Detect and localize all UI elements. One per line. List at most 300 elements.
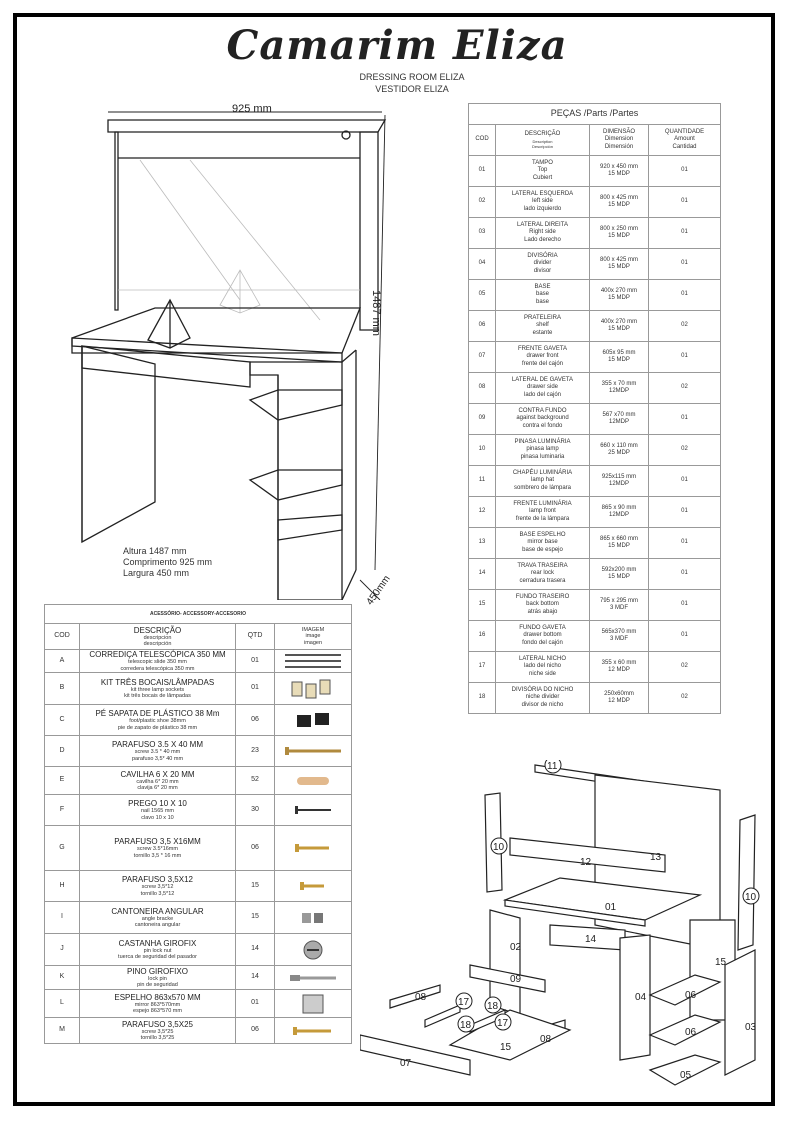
exploded-part-label: 10 bbox=[493, 842, 505, 853]
parts-header-desc-pt: DESCRIÇÃO bbox=[524, 131, 561, 138]
accessory-image bbox=[275, 673, 352, 705]
accessory-cod: A bbox=[45, 650, 80, 673]
part-dim-size: 605x 95 mm bbox=[602, 349, 636, 356]
accessory-desc-pt: PARAFUSO 3.5 X 40 MM bbox=[112, 740, 203, 749]
accessory-desc-pt: PÉ SAPATA DE PLÁSTICO 38 Mm bbox=[95, 709, 220, 718]
part-desc bbox=[496, 683, 590, 714]
accessory-image bbox=[275, 705, 352, 736]
accessory-desc-es: espejo 863*570 mm bbox=[133, 1008, 182, 1014]
accessory-row bbox=[45, 705, 352, 736]
part-dim-material: 12 MDP bbox=[608, 698, 630, 704]
part-dim bbox=[590, 621, 649, 652]
part-desc-en: drawer front bbox=[526, 353, 559, 360]
accessory-image bbox=[275, 871, 352, 902]
part-desc-pt: PINASA LUMINÁRIA bbox=[514, 438, 571, 445]
accessory-desc-es: pie de zapato de plástico 38 mm bbox=[117, 724, 198, 731]
part-dim-size: 920 x 450 mm bbox=[599, 163, 639, 170]
part-desc bbox=[496, 156, 590, 187]
accessory-desc bbox=[80, 650, 236, 673]
parts-header-dim-en: Dimension bbox=[604, 136, 634, 143]
part-desc-es: base de espejo bbox=[522, 546, 563, 553]
exploded-part-label: 17 bbox=[497, 1018, 509, 1029]
exploded-part-label: 04 bbox=[635, 992, 647, 1003]
part-dim-material: 12MDP bbox=[608, 512, 629, 518]
part-desc bbox=[496, 311, 590, 342]
part-cod: 16 bbox=[469, 621, 496, 652]
part-desc bbox=[496, 528, 590, 559]
summary-width: Largura 450 mm bbox=[123, 568, 190, 578]
parts-row bbox=[469, 373, 721, 404]
accessory-desc-en: kit three lamp sockets bbox=[130, 686, 185, 693]
part-dim bbox=[590, 218, 649, 249]
part-dim-material: 15 MDP bbox=[608, 171, 630, 177]
accessory-desc bbox=[80, 673, 236, 705]
part-cod: 07 bbox=[469, 342, 496, 373]
part-dim-size: 567 x70 mm bbox=[602, 411, 636, 418]
accessory-desc-es: tuerca de seguridad del pasador bbox=[118, 954, 197, 960]
part-desc-pt: CHAPÉU LUMINÁRIA bbox=[512, 469, 573, 476]
parts-row bbox=[469, 435, 721, 466]
part-dim-size: 795 x 295 mm bbox=[599, 597, 639, 604]
accessory-desc-es: tornillo 3,5 * 16 mm bbox=[133, 852, 182, 859]
part-qty: 01 bbox=[649, 559, 721, 590]
dimensions-summary bbox=[123, 546, 212, 579]
accessory-desc-es: clavo 10 x 10 bbox=[141, 814, 174, 821]
part-desc-en: divider bbox=[533, 260, 552, 267]
part-dim-material: 12MDP bbox=[608, 481, 629, 487]
accessory-desc-es: kit três bocais de lâmpadas bbox=[124, 693, 191, 699]
part-cod: 09 bbox=[469, 404, 496, 435]
exploded-part-label: 09 bbox=[510, 974, 522, 985]
parts-row bbox=[469, 559, 721, 590]
accessory-desc-es: tornillo 3,5*25 bbox=[140, 1035, 175, 1041]
part-cod: 14 bbox=[469, 559, 496, 590]
accessory-row bbox=[45, 673, 352, 705]
acc-header-img-en: image bbox=[305, 633, 321, 640]
parts-row bbox=[469, 156, 721, 187]
accessory-desc-pt: PREGO 10 X 10 bbox=[128, 799, 187, 808]
exploded-part-label: 02 bbox=[510, 942, 522, 953]
part-qty: 01 bbox=[649, 156, 721, 187]
part-desc-en: drawer side bbox=[526, 384, 558, 391]
accessory-qty: 06 bbox=[236, 705, 275, 736]
parts-row bbox=[469, 187, 721, 218]
part-dim bbox=[590, 652, 649, 683]
part-desc-pt: FRENTE LUMINÁRIA bbox=[513, 500, 572, 507]
parts-header-qty-pt: QUANTIDADE bbox=[664, 128, 705, 135]
accessory-qty: 06 bbox=[236, 1018, 275, 1044]
parts-row bbox=[469, 249, 721, 280]
part-qty: 01 bbox=[649, 621, 721, 652]
parts-table-caption: PEÇAS /Parts /Partes bbox=[469, 104, 721, 125]
part-dim bbox=[590, 683, 649, 714]
part-dim-size: 565x370 mm bbox=[601, 628, 637, 635]
part-desc bbox=[496, 187, 590, 218]
accessory-image bbox=[275, 902, 352, 934]
parts-header-desc bbox=[496, 125, 590, 156]
part-desc-en: back bottom bbox=[526, 601, 559, 608]
accessory-qty: 52 bbox=[236, 767, 275, 795]
exploded-view-drawing bbox=[360, 760, 770, 1100]
part-qty: 02 bbox=[649, 373, 721, 404]
part-qty: 02 bbox=[649, 652, 721, 683]
accessory-cod: E bbox=[45, 767, 80, 795]
angle-bracket-icon bbox=[275, 909, 351, 927]
part-dim-size: 925x115 mm bbox=[601, 473, 637, 480]
part-dim-material: 15 MDP bbox=[608, 357, 630, 363]
exploded-part-label: 05 bbox=[680, 1070, 692, 1081]
part-dim bbox=[590, 590, 649, 621]
part-dim-material: 15 MDP bbox=[608, 543, 630, 549]
width-dimension: 925 mm bbox=[232, 103, 272, 115]
part-dim bbox=[590, 373, 649, 404]
cam-lock-nut-icon bbox=[275, 939, 351, 961]
accessory-desc bbox=[80, 767, 236, 795]
part-dim bbox=[590, 435, 649, 466]
part-dim bbox=[590, 404, 649, 435]
part-cod: 18 bbox=[469, 683, 496, 714]
page-title: Camarim Eliza bbox=[226, 22, 568, 69]
part-desc-en: mirror base bbox=[527, 539, 558, 546]
part-desc-en: against background bbox=[516, 415, 569, 422]
part-dim-size: 800 x 425 mm bbox=[599, 194, 639, 201]
parts-header-desc-en: Description bbox=[532, 138, 553, 144]
part-desc-es: estante bbox=[532, 329, 553, 336]
accessory-image bbox=[275, 1018, 352, 1044]
dowel-icon bbox=[275, 774, 351, 788]
accessory-row bbox=[45, 934, 352, 966]
part-desc-es: contra el fondo bbox=[522, 422, 563, 429]
part-dim-size: 865 x 660 mm bbox=[599, 535, 639, 542]
accessory-qty: 23 bbox=[236, 736, 275, 767]
part-qty: 01 bbox=[649, 187, 721, 218]
exploded-part-label: 10 bbox=[745, 892, 757, 903]
medium-screw-icon bbox=[275, 841, 351, 855]
part-dim-material: 12MDP bbox=[608, 419, 629, 425]
part-dim bbox=[590, 528, 649, 559]
part-desc-es: divisor bbox=[533, 267, 552, 274]
accessory-cod: H bbox=[45, 871, 80, 902]
part-cod: 06 bbox=[469, 311, 496, 342]
accessory-desc bbox=[80, 705, 236, 736]
accessory-row bbox=[45, 736, 352, 767]
accessories-table bbox=[44, 604, 352, 1044]
part-desc bbox=[496, 373, 590, 404]
part-desc-pt: PRATELEIRA bbox=[524, 314, 561, 321]
part-desc bbox=[496, 466, 590, 497]
part-dim-material: 3 MDF bbox=[610, 605, 628, 611]
telescopic-slide-icon bbox=[275, 651, 351, 671]
lamp-sockets-icon bbox=[275, 678, 351, 700]
part-qty: 01 bbox=[649, 590, 721, 621]
part-dim-size: 592x200 mm bbox=[601, 566, 637, 573]
subtitle-es: VESTIDOR ELIZA bbox=[375, 84, 449, 94]
nail-icon bbox=[275, 804, 351, 816]
part-desc-es: cerradura trasera bbox=[519, 577, 566, 584]
part-desc-pt: TRAVA TRASEIRA bbox=[517, 562, 568, 569]
acc-header-desc bbox=[80, 624, 236, 650]
accessory-desc-pt: PINO GIROFIXO bbox=[127, 966, 188, 976]
parts-header-dim-es: Dimensión bbox=[604, 143, 634, 150]
mirror-icon bbox=[275, 993, 351, 1015]
parts-header-dim-pt: DIMENSÃO bbox=[602, 128, 635, 135]
accessory-desc-pt: ESPELHO 863x570 MM bbox=[114, 992, 201, 1002]
accessory-desc-en: mirror 863*570mm bbox=[134, 1001, 181, 1008]
part-cod: 10 bbox=[469, 435, 496, 466]
part-desc-es: lado izquierdo bbox=[523, 205, 562, 212]
part-dim-material: 3 MDF bbox=[610, 636, 628, 642]
part-dim-size: 865 x 90 mm bbox=[601, 504, 637, 511]
accessory-desc-en: telescopic slide 350 mm bbox=[128, 659, 187, 665]
accessory-desc-en: angle bracke bbox=[141, 915, 174, 922]
parts-row bbox=[469, 342, 721, 373]
screw-25-icon bbox=[275, 1024, 351, 1038]
accessory-cod: I bbox=[45, 902, 80, 934]
part-desc-es: atrás abajo bbox=[527, 608, 558, 615]
part-qty: 01 bbox=[649, 404, 721, 435]
accessory-row bbox=[45, 990, 352, 1018]
part-desc bbox=[496, 249, 590, 280]
parts-header-qty-es: Cantidad bbox=[672, 143, 697, 150]
accessory-qty: 01 bbox=[236, 650, 275, 673]
acc-header-img-pt: IMAGEM bbox=[301, 626, 325, 633]
accessories-caption: ACESSÓRIO- ACCESSORY-ACCESORIO bbox=[45, 605, 352, 624]
accessory-desc bbox=[80, 736, 236, 767]
acc-header-qty: QTD bbox=[236, 624, 275, 650]
part-cod: 01 bbox=[469, 156, 496, 187]
parts-table-body bbox=[469, 156, 721, 714]
part-dim-size: 800 x 425 mm bbox=[599, 256, 639, 263]
part-desc-pt: BASE ESPELHO bbox=[519, 531, 566, 538]
acc-header-img-es: imagen bbox=[303, 639, 323, 646]
accessory-image bbox=[275, 934, 352, 966]
parts-row bbox=[469, 621, 721, 652]
depth-dimension: 450mm bbox=[364, 573, 393, 608]
part-desc-pt: LATERAL DE GAVETA bbox=[511, 376, 574, 383]
part-qty: 01 bbox=[649, 218, 721, 249]
accessory-desc-en: cavilha 6* 20 mm bbox=[136, 778, 179, 785]
part-desc-en: drawer bottom bbox=[523, 632, 562, 639]
parts-header-desc-es: Descripción bbox=[532, 143, 553, 149]
accessory-cod: M bbox=[45, 1018, 80, 1044]
accessory-qty: 15 bbox=[236, 902, 275, 934]
subtitle-en: DRESSING ROOM ELIZA bbox=[359, 72, 465, 82]
summary-length: Comprimento 925 mm bbox=[123, 557, 213, 567]
accessory-row bbox=[45, 795, 352, 826]
accessory-row bbox=[45, 767, 352, 795]
exploded-part-label: 06 bbox=[685, 990, 697, 1001]
summary-height: Altura 1487 mm bbox=[123, 546, 187, 556]
acc-header-desc-pt: DESCRIÇÃO bbox=[133, 625, 182, 635]
part-desc-pt: LATERAL NICHO bbox=[518, 655, 566, 662]
exploded-part-label: 03 bbox=[745, 1022, 757, 1033]
parts-row bbox=[469, 311, 721, 342]
parts-row bbox=[469, 466, 721, 497]
accessory-cod: J bbox=[45, 934, 80, 966]
part-desc bbox=[496, 559, 590, 590]
part-qty: 01 bbox=[649, 528, 721, 559]
accessory-cod: F bbox=[45, 795, 80, 826]
part-desc-en: lamp front bbox=[529, 508, 556, 515]
accessory-desc-pt: CORREDIÇA TELESCÓPICA 350 MM bbox=[89, 650, 226, 659]
accessory-desc-pt: PARAFUSO 3,5X12 bbox=[122, 875, 193, 884]
part-dim-material: 25 MDP bbox=[608, 450, 630, 456]
parts-row bbox=[469, 528, 721, 559]
parts-header-cod: COD bbox=[469, 125, 496, 156]
part-desc-pt: BASE bbox=[534, 283, 551, 290]
part-desc-pt: DIVISÓRIA bbox=[527, 252, 558, 259]
accessory-desc-es: pin de seguridad bbox=[137, 982, 178, 988]
part-desc-en: lado del nicho bbox=[523, 663, 562, 670]
parts-row bbox=[469, 218, 721, 249]
accessory-desc bbox=[80, 966, 236, 990]
exploded-part-label: 15 bbox=[715, 957, 727, 968]
accessory-row bbox=[45, 650, 352, 673]
accessory-desc-pt: CAVILHA 6 X 20 MM bbox=[120, 769, 195, 779]
part-dim bbox=[590, 342, 649, 373]
parts-row bbox=[469, 683, 721, 714]
part-desc-pt: CONTRA FUNDO bbox=[518, 407, 567, 414]
accessory-cod: D bbox=[45, 736, 80, 767]
part-dim-material: 15 MDP bbox=[608, 233, 630, 239]
part-dim-size: 400x 270 mm bbox=[600, 318, 638, 325]
part-desc-es: Cubiert bbox=[532, 174, 553, 181]
part-qty: 01 bbox=[649, 497, 721, 528]
part-desc-es: pinasa luminaria bbox=[520, 453, 565, 460]
exploded-part-label: 14 bbox=[585, 934, 597, 945]
part-desc-en: base bbox=[535, 291, 549, 298]
part-desc bbox=[496, 342, 590, 373]
part-desc-en: niche divider bbox=[525, 694, 560, 701]
parts-row bbox=[469, 280, 721, 311]
exploded-part-label: 06 bbox=[685, 1027, 697, 1038]
part-cod: 08 bbox=[469, 373, 496, 404]
part-desc-es: niche side bbox=[528, 670, 557, 677]
accessory-desc bbox=[80, 871, 236, 902]
part-qty: 02 bbox=[649, 311, 721, 342]
parts-header-dim bbox=[590, 125, 649, 156]
part-desc-en: rear lock bbox=[530, 570, 554, 577]
accessory-desc-en: screw 3,5*25 bbox=[141, 1028, 174, 1035]
part-dim-material: 15 MDP bbox=[608, 326, 630, 332]
parts-header-qty-en: Amount bbox=[674, 136, 695, 143]
part-qty: 01 bbox=[649, 466, 721, 497]
accessory-qty: 30 bbox=[236, 795, 275, 826]
acc-header-img bbox=[275, 624, 352, 650]
part-desc-en: pinasa lamp bbox=[526, 446, 559, 453]
accessory-desc-pt: CANTONEIRA ANGULAR bbox=[111, 906, 204, 916]
part-dim-size: 800 x 250 mm bbox=[599, 225, 639, 232]
accessory-desc-en: lock pin bbox=[148, 975, 167, 982]
accessory-qty: 01 bbox=[236, 990, 275, 1018]
part-dim-size: 250x60mm bbox=[604, 690, 634, 697]
part-desc-pt: LATERAL ESQUERDA bbox=[511, 190, 574, 197]
part-desc-es: divisor de nicho bbox=[521, 701, 564, 708]
accessory-desc-es: corredera telescópica 350 mm bbox=[120, 665, 195, 672]
part-desc bbox=[496, 404, 590, 435]
accessory-desc bbox=[80, 990, 236, 1018]
parts-row bbox=[469, 497, 721, 528]
short-screw-icon bbox=[275, 879, 351, 893]
accessory-desc bbox=[80, 902, 236, 934]
accessory-desc-en: screw 3,5*12 bbox=[141, 884, 174, 890]
part-desc-es: base bbox=[535, 298, 549, 305]
height-dimension: 1487 mm bbox=[370, 290, 382, 336]
exploded-part-label: 17 bbox=[458, 997, 470, 1008]
accessory-desc bbox=[80, 1018, 236, 1044]
part-desc-es: frente de la lámpara bbox=[515, 515, 570, 522]
lock-pin-icon bbox=[275, 971, 351, 985]
part-desc-en: lamp hat bbox=[530, 477, 554, 484]
part-desc-es: fondo del cajón bbox=[522, 639, 563, 646]
part-dim-size: 400x 270 mm bbox=[600, 287, 638, 294]
part-cod: 03 bbox=[469, 218, 496, 249]
accessory-desc-pt: CASTANHA GIROFIX bbox=[118, 938, 197, 948]
acc-header-cod: COD bbox=[45, 624, 80, 650]
part-cod: 17 bbox=[469, 652, 496, 683]
accessory-qty: 15 bbox=[236, 871, 275, 902]
accessory-qty: 01 bbox=[236, 673, 275, 705]
accessory-qty: 06 bbox=[236, 826, 275, 871]
part-dim bbox=[590, 187, 649, 218]
accessories-table-body bbox=[45, 650, 352, 1044]
part-desc bbox=[496, 435, 590, 466]
parts-table bbox=[468, 103, 721, 714]
part-dim-size: 355 x 60 mm bbox=[601, 659, 637, 666]
part-dim bbox=[590, 497, 649, 528]
exploded-part-label: 18 bbox=[460, 1020, 472, 1031]
part-desc bbox=[496, 497, 590, 528]
accessory-desc-pt: KIT TRÊS BOCAIS/LÂMPADAS bbox=[100, 677, 215, 687]
part-desc-en: left side bbox=[532, 198, 553, 205]
exploded-part-label: 15 bbox=[500, 1042, 512, 1053]
part-qty: 01 bbox=[649, 280, 721, 311]
part-desc-en: Top bbox=[537, 167, 548, 174]
exploded-part-label: 08 bbox=[415, 992, 427, 1003]
accessory-image bbox=[275, 736, 352, 767]
part-desc-es: Lado derecho bbox=[524, 236, 561, 243]
accessory-image bbox=[275, 767, 352, 795]
part-dim bbox=[590, 249, 649, 280]
exploded-part-label: 18 bbox=[487, 1001, 499, 1012]
part-dim bbox=[590, 311, 649, 342]
part-desc-en: Right side bbox=[529, 229, 556, 236]
accessory-image bbox=[275, 966, 352, 990]
part-dim-material: 15 MDP bbox=[608, 264, 630, 270]
accessory-row bbox=[45, 826, 352, 871]
part-dim bbox=[590, 559, 649, 590]
accessory-cod: K bbox=[45, 966, 80, 990]
plastic-foot-icon bbox=[275, 709, 351, 731]
acc-header-desc-es: descripción bbox=[143, 641, 172, 647]
part-desc bbox=[496, 280, 590, 311]
accessory-image bbox=[275, 650, 352, 673]
accessory-cod: C bbox=[45, 705, 80, 736]
accessory-row bbox=[45, 966, 352, 990]
part-desc bbox=[496, 218, 590, 249]
long-screw-icon bbox=[275, 744, 351, 758]
accessory-desc-en: foot/plastic shoe 38mm bbox=[129, 718, 186, 724]
part-qty: 01 bbox=[649, 342, 721, 373]
exploded-part-label: 08 bbox=[540, 1034, 552, 1045]
part-qty: 02 bbox=[649, 435, 721, 466]
accessory-qty: 14 bbox=[236, 934, 275, 966]
accessory-desc-es: parafuso 3,5* 40 mm bbox=[131, 755, 184, 762]
part-dim-material: 12 MDP bbox=[608, 667, 630, 673]
accessory-row bbox=[45, 902, 352, 934]
part-dim-material: 15 MDP bbox=[608, 574, 630, 580]
part-dim bbox=[590, 156, 649, 187]
